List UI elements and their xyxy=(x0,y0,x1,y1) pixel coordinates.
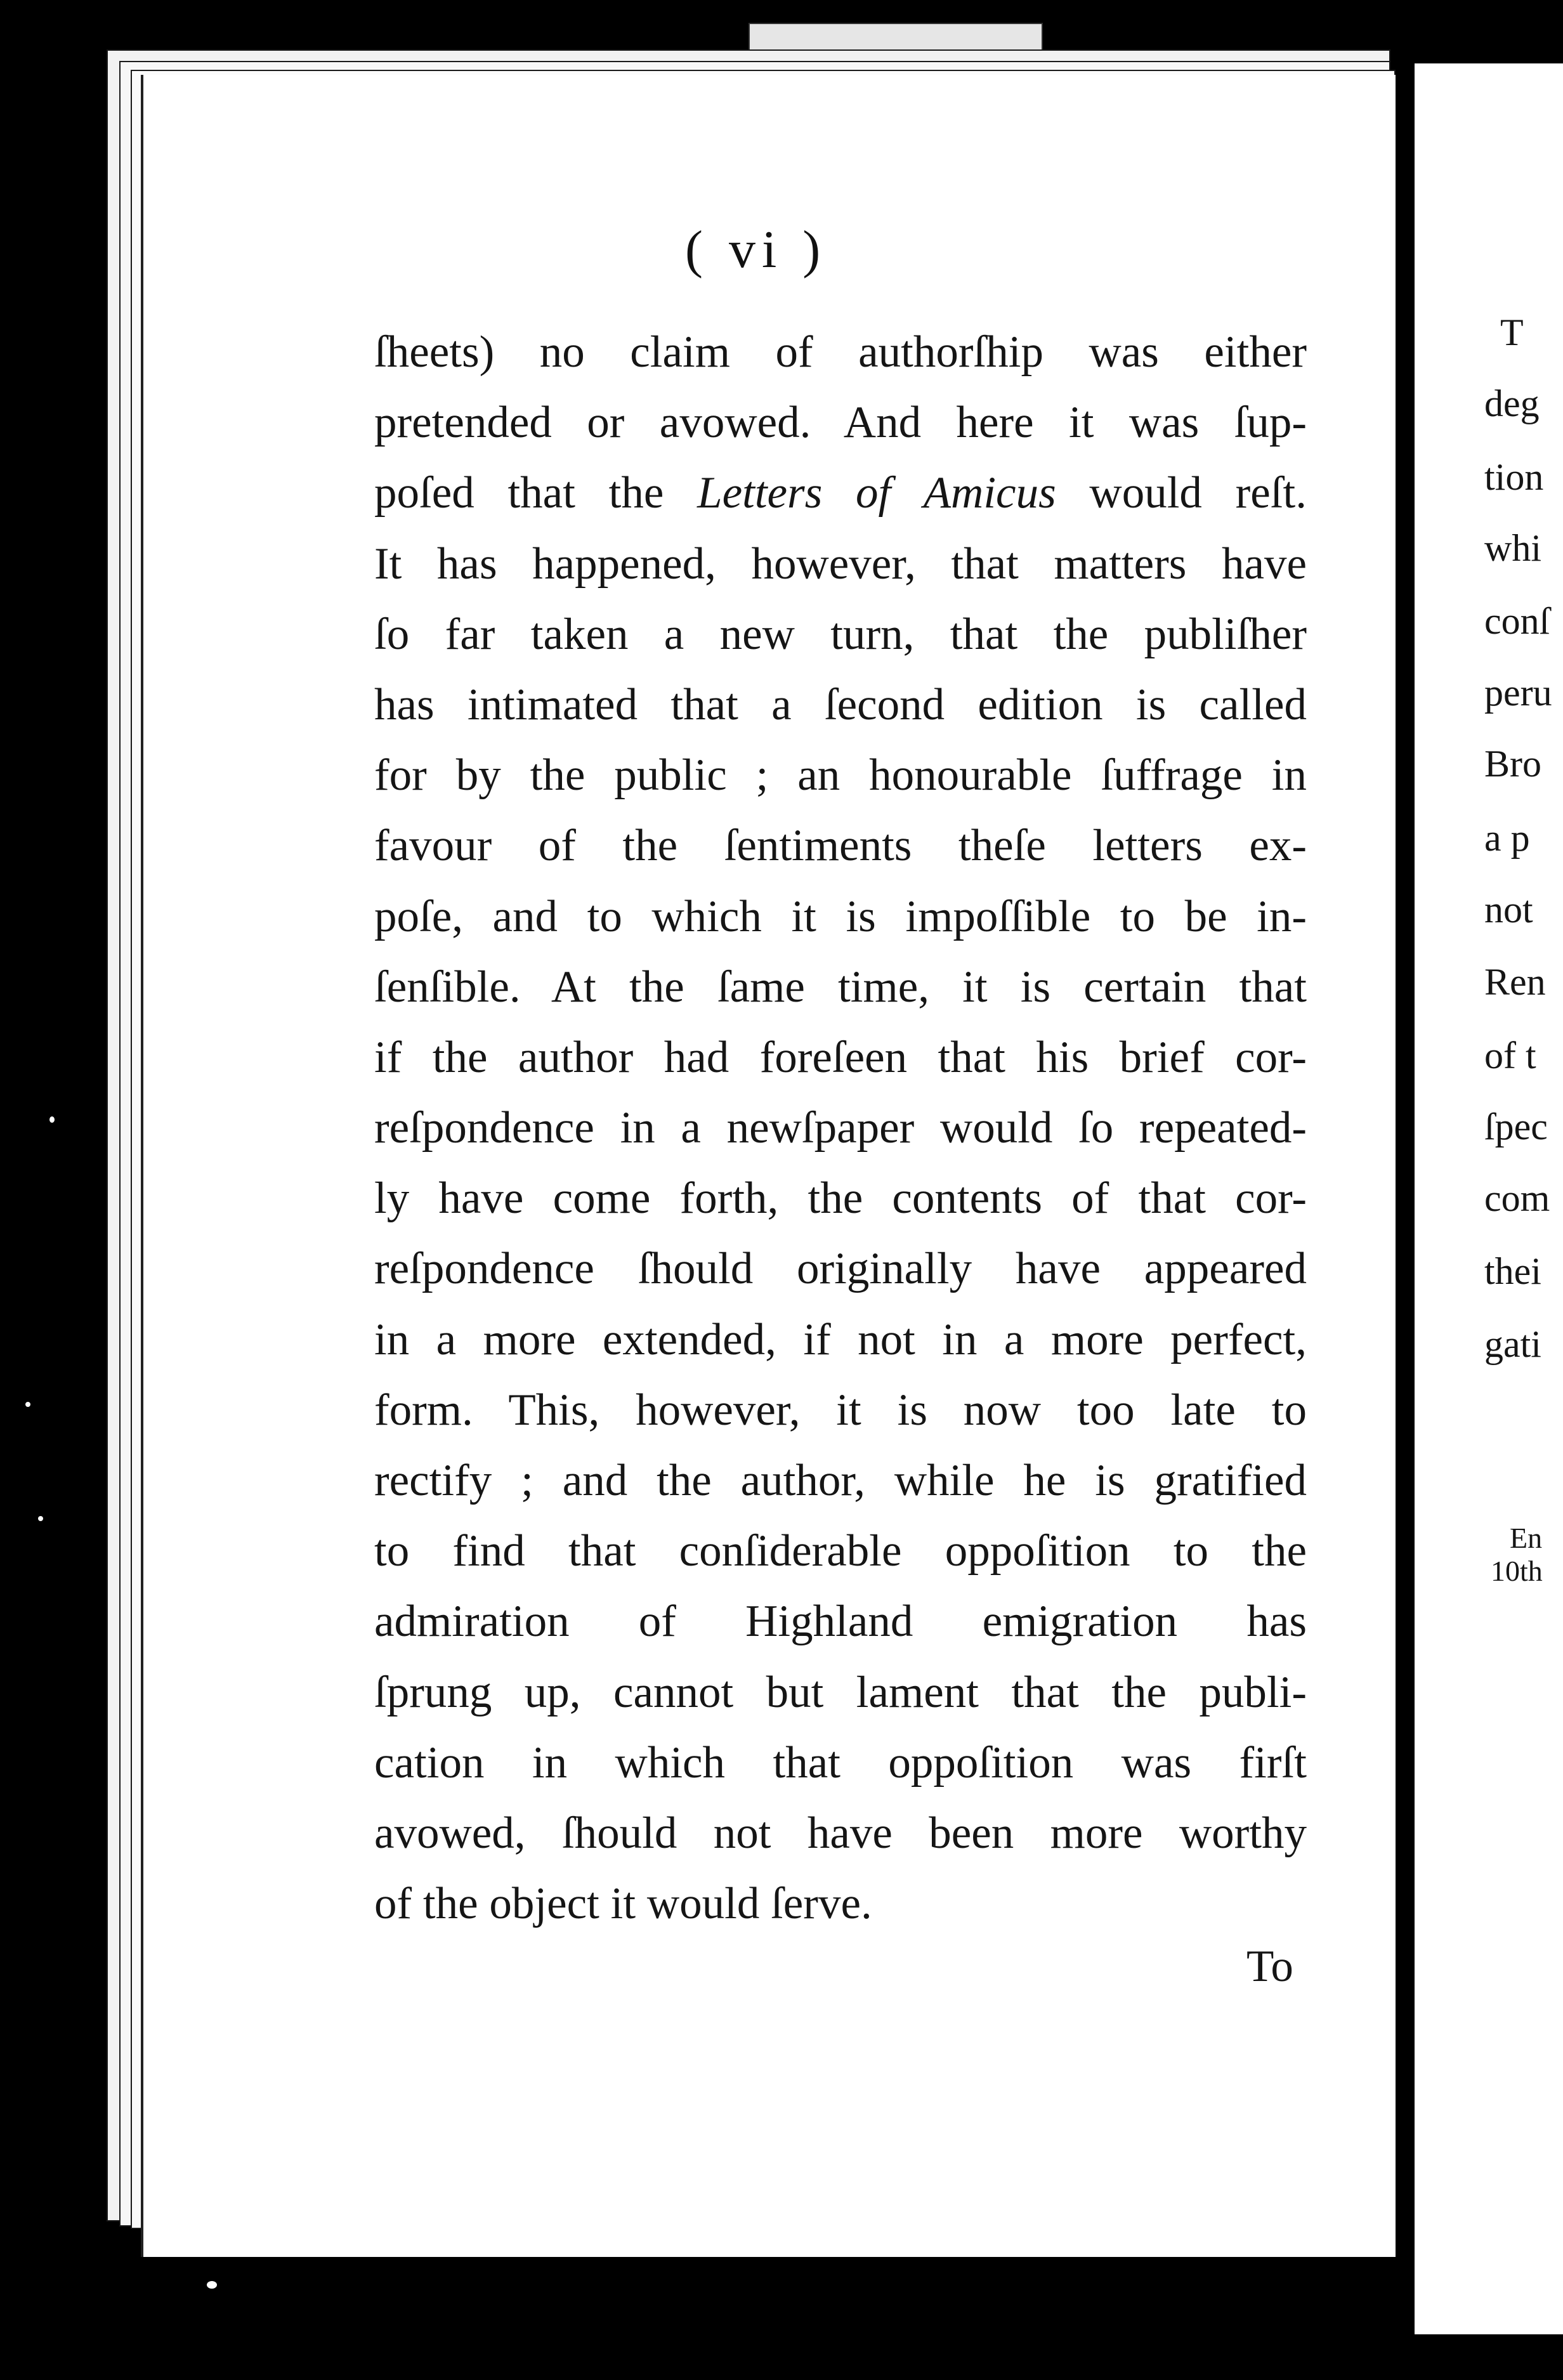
facing-page-small-line: En xyxy=(1510,1522,1543,1554)
text-line: favour of the ſentiments theſe letters ex- xyxy=(374,821,1307,871)
facing-page-line: tion xyxy=(1484,456,1544,498)
facing-page-line: T xyxy=(1500,311,1524,353)
text-line: has intimated that a ſecond edition is called xyxy=(374,679,1307,729)
text-run: would reſt. xyxy=(1056,468,1307,518)
text-line: ſo far taken a new turn, that the publiſher xyxy=(374,609,1307,659)
text-line: reſpondence ſhould originally have appeared xyxy=(374,1244,1307,1294)
facing-page-small-line: 10th xyxy=(1491,1555,1543,1587)
book-gutter xyxy=(1396,25,1417,2372)
text-line: in a more extended, if not in a more perfect, xyxy=(374,1314,1307,1364)
text-line: avowed, ſhould not have been more worthy xyxy=(374,1808,1307,1858)
facing-page-line: thei xyxy=(1484,1250,1541,1292)
text-line: rectify ; and the author, while he is gratified xyxy=(374,1456,1307,1505)
text-line: ſenſible. At the ſame time, it is certain that xyxy=(374,962,1307,1012)
scan-speck xyxy=(207,2281,217,2289)
facing-page-line: ſpec xyxy=(1484,1106,1548,1148)
text-line: to find that conſiderable oppoſition to the xyxy=(374,1526,1307,1576)
text-line xyxy=(374,458,1307,528)
scan-speck xyxy=(49,1116,55,1123)
text-line: for by the public ; an honourable ſuffrage in xyxy=(374,750,1307,801)
facing-page-line: of t xyxy=(1484,1035,1536,1076)
text-line: admiration of Highland emigration has xyxy=(374,1597,1307,1647)
text-line: of the object it would ſerve. xyxy=(374,1879,872,1929)
text-line: ſprung up, cannot but lament that the publi- xyxy=(374,1667,1307,1717)
text-line: pretended or avowed. And here it was ſup- xyxy=(374,398,1307,448)
facing-page-line: Bro xyxy=(1484,743,1541,785)
facing-page-line: conſ xyxy=(1484,600,1550,642)
facing-page-fragment xyxy=(1415,63,1563,2334)
text-line: form. This, however, it is now too late to xyxy=(374,1385,1307,1435)
text-line: It has happened, however, that matters have xyxy=(374,539,1307,589)
italic-title: Letters of Amicus xyxy=(697,468,1056,518)
page-number-header: ( vi ) xyxy=(685,220,827,279)
facing-page-line: deg xyxy=(1484,383,1540,424)
catchword: To xyxy=(1246,1942,1293,1991)
facing-page-line: whi xyxy=(1484,527,1541,569)
facing-page-line: not xyxy=(1484,889,1533,931)
text-line: poſe, and to which it is impoſſible to be in- xyxy=(374,891,1307,941)
text-line: if the author had foreſeen that his brief cor- xyxy=(374,1032,1307,1082)
facing-page-line: Ren xyxy=(1484,961,1546,1003)
text-line: reſpondence in a newſpaper would ſo repeated- xyxy=(374,1103,1307,1153)
facing-page-line: com xyxy=(1484,1177,1550,1219)
facing-page-line: a p xyxy=(1484,817,1530,859)
scan-speck xyxy=(25,1402,30,1407)
body-text xyxy=(374,317,1307,1939)
text-run: poſed that the xyxy=(374,468,698,518)
text-line: cation in which that oppoſition was firſt xyxy=(374,1737,1307,1788)
text-line: ly have come forth, the contents of that cor- xyxy=(374,1174,1307,1224)
text-line: ſheets) no claim of authorſhip was either xyxy=(374,327,1307,377)
facing-page-line: peru xyxy=(1484,672,1552,714)
facing-page-line: gati xyxy=(1484,1323,1541,1365)
scan-speck xyxy=(38,1516,43,1521)
